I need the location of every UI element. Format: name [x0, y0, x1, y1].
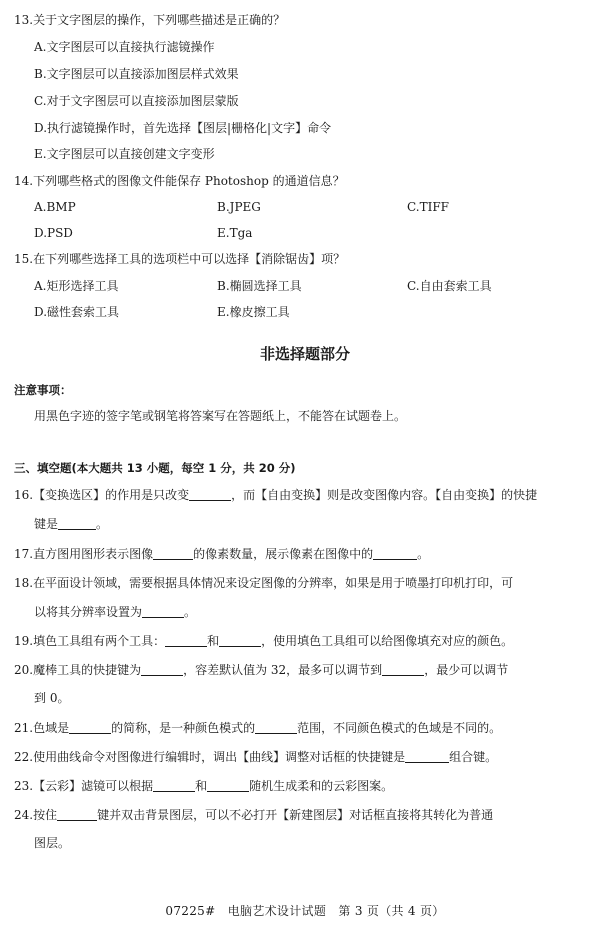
q23-line — [14, 778, 599, 794]
q16-blank-1 — [189, 488, 231, 501]
q22-line — [14, 749, 599, 765]
q20-line1 — [14, 662, 599, 678]
q18-text-b: 以将其分辨率设置为 — [34, 605, 143, 619]
q14-option-c: C.TIFF — [407, 200, 449, 214]
q21-text-c: 范围，不同颜色模式的色域是不同的。 — [297, 721, 502, 735]
q19-text-b: 和 — [207, 634, 220, 648]
q16-text-d: 。 — [96, 517, 109, 531]
q13-option-e: E.文字图层可以直接创建文字变形 — [34, 147, 215, 161]
q19-text-c: ，使用填色工具组可以给图像填充对应的颜色。 — [261, 634, 514, 648]
q20-text-c: ，最少可以调节 — [424, 663, 509, 677]
q21-line — [14, 720, 599, 736]
q14-option-d: D.PSD — [34, 226, 73, 240]
q17-blank-2 — [373, 547, 417, 560]
q19-blank-1 — [165, 634, 207, 647]
q22-text-a: 22.使用曲线命令对图像进行编辑时，调出【曲线】调整对话框的快捷键是 — [14, 750, 406, 764]
q23-blank-2 — [207, 779, 249, 792]
q23-text-b: 和 — [195, 779, 208, 793]
q13-option-c: C.对于文字图层可以直接添加图层蒙版 — [34, 94, 239, 108]
q18-line1: 18.在平面设计领域，需要根据具体情况来设定图像的分辨率，如果是用于喷墨打印机打印，可 — [14, 576, 514, 590]
q14-stem: 14.下列哪些格式的图像文件能保存 Photoshop 的通道信息？ — [14, 174, 345, 188]
q20-line2: 到 0。 — [34, 691, 70, 705]
q20-blank-1 — [141, 663, 183, 676]
q24-text-a: 24.按住 — [14, 808, 58, 822]
q18-text-c: 。 — [184, 605, 197, 619]
q20-blank-2 — [382, 663, 424, 676]
notice-text: 用黑色字迹的签字笔或钢笔将答案写在答题纸上，不能答在试题卷上。 — [34, 409, 407, 423]
q16-text-a: 16.【变换选区】的作用是只改变 — [14, 488, 190, 502]
page-footer: 07225# 电脑艺术设计试题 第 3 页（共 4 页） — [165, 904, 445, 918]
q14-option-e: E.Tga — [217, 226, 253, 240]
q24-line2: 图层。 — [34, 836, 71, 850]
q13-stem: 13.关于文字图层的操作，下列哪些描述是正确的？ — [14, 13, 286, 27]
q23-text-c: 随机生成柔和的云彩图案。 — [249, 779, 394, 793]
q21-text-b: 的简称，是一种颜色模式的 — [111, 721, 256, 735]
q15-option-d: D.磁性套索工具 — [34, 305, 120, 319]
q14-option-a: A.BMP — [34, 200, 76, 214]
q17-text-c: 。 — [417, 547, 430, 561]
q19-line — [14, 633, 599, 649]
q24-blank-1 — [57, 808, 97, 821]
q16-text-b: ，而【自由变换】则是改变图像内容。【自由变换】的快捷 — [231, 488, 538, 502]
q20-text-b: ，容差默认值为 32，最多可以调节到 — [183, 663, 383, 677]
q19-text-a: 19.填色工具组有两个工具： — [14, 634, 166, 648]
q24-line1 — [14, 807, 599, 823]
q13-option-b: B.文字图层可以直接添加图层样式效果 — [34, 67, 239, 81]
q13-option-d: D.执行滤镜操作时，首先选择【图层|栅格化|文字】命令 — [34, 121, 332, 135]
section-title: 非选择题部分 — [259, 345, 350, 363]
part3-heading: 三、填空题(本大题共 13 小题，每空 1 分，共 20 分) — [14, 461, 296, 475]
q16-line1 — [14, 487, 599, 503]
q14-option-b: B.JPEG — [217, 200, 261, 214]
q15-stem: 15.在下列哪些选择工具的选项栏中可以选择【消除锯齿】项？ — [14, 252, 346, 266]
q21-text-a: 21.色域是 — [14, 721, 70, 735]
q17-text-a: 17.直方图用图形表示图像 — [14, 547, 154, 561]
notice-heading: 注意事项： — [14, 383, 72, 397]
q17-line — [14, 546, 599, 562]
q16-line2 — [34, 516, 108, 532]
q20-text-a: 20.魔棒工具的快捷键为 — [14, 663, 142, 677]
q15-option-a: A.矩形选择工具 — [34, 279, 119, 293]
q13-option-a: A.文字图层可以直接执行滤镜操作 — [34, 40, 215, 54]
q21-blank-1 — [69, 721, 111, 734]
q19-blank-2 — [219, 634, 261, 647]
q15-option-b: B.椭圆选择工具 — [217, 279, 302, 293]
q17-blank-1 — [153, 547, 193, 560]
q17-text-b: 的像素数量，展示像素在图像中的 — [193, 547, 374, 561]
q22-text-b: 组合键。 — [449, 750, 498, 764]
q15-option-e: E.橡皮擦工具 — [217, 305, 290, 319]
q23-blank-1 — [153, 779, 195, 792]
q16-blank-2 — [58, 517, 96, 530]
q23-text-a: 23.【云彩】滤镜可以根据 — [14, 779, 154, 793]
q21-blank-2 — [255, 721, 297, 734]
q16-text-c: 键是 — [34, 517, 59, 531]
q18-line2 — [34, 604, 196, 620]
q15-option-c: C.自由套索工具 — [407, 279, 492, 293]
q24-text-b: 键并双击背景图层，可以不必打开【新建图层】对话框直接将其转化为普通 — [97, 808, 494, 822]
q18-blank-1 — [142, 605, 184, 618]
q22-blank-1 — [405, 750, 449, 763]
